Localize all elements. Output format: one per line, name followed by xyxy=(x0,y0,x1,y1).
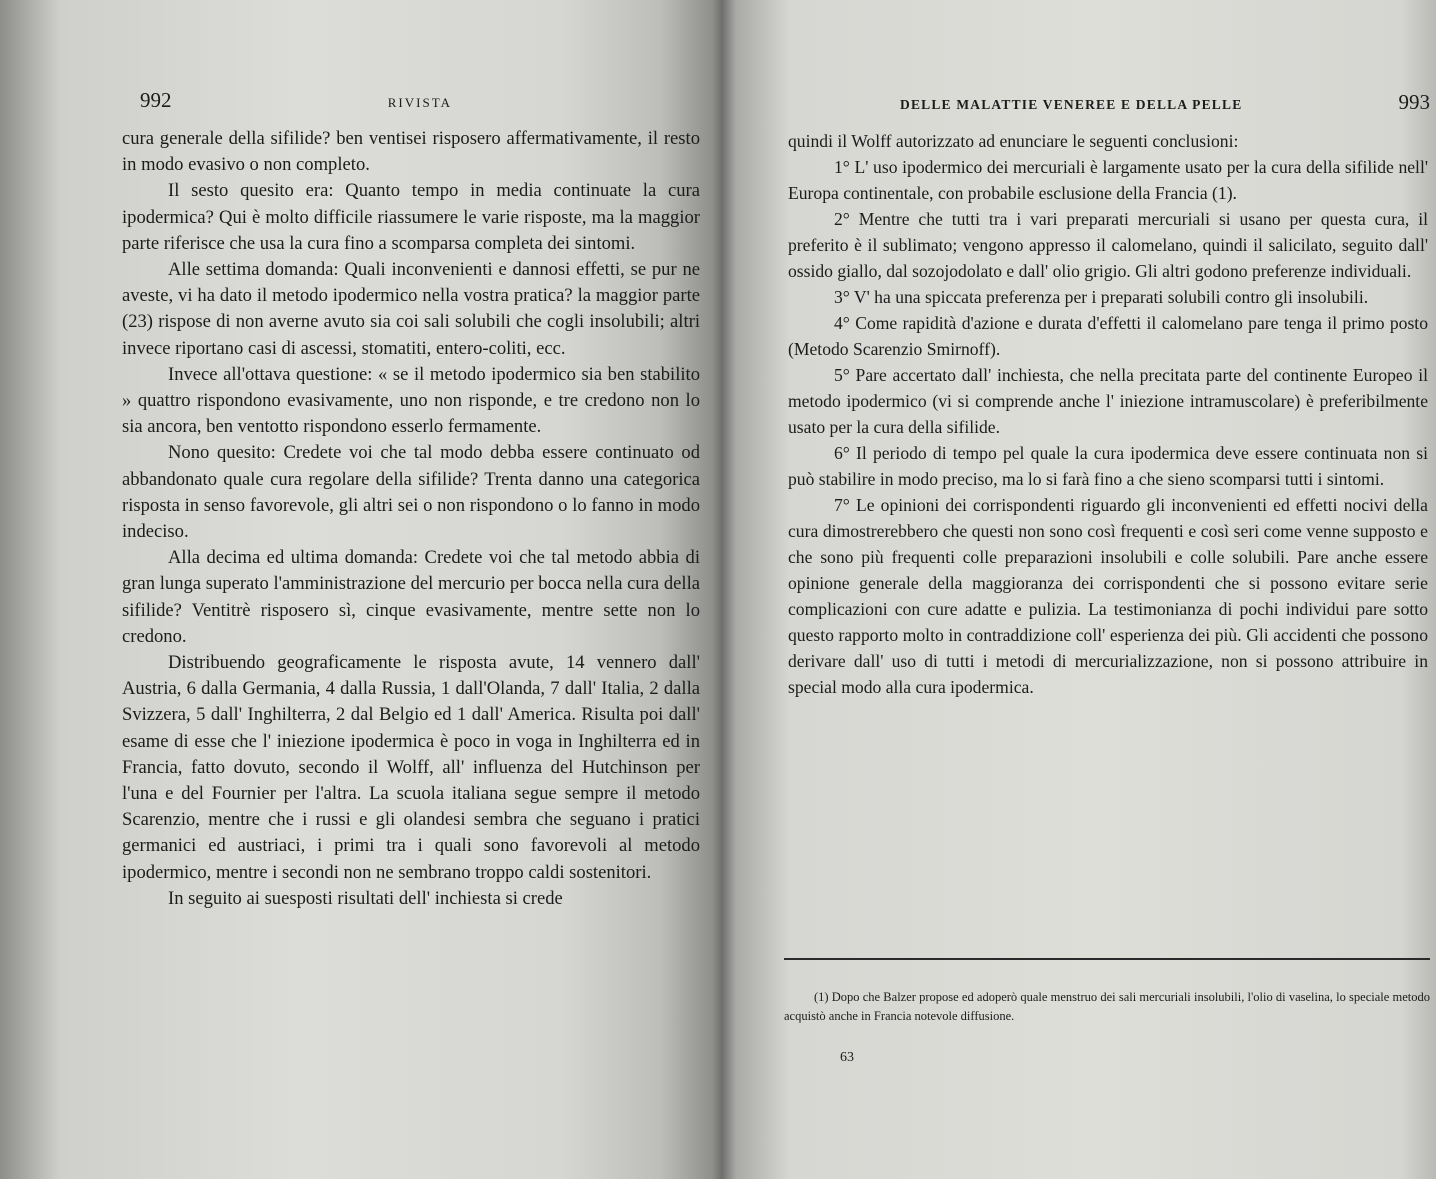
right-page xyxy=(722,0,1436,1179)
left-page-body xyxy=(122,126,700,912)
running-head-right: DELLE MALATTIE VENEREE E DELLA PELLE xyxy=(900,97,1243,112)
right-page-body xyxy=(788,128,1428,700)
paragraph: 6° Il periodo di tempo pel quale la cura ipodermica deve essere continuata non si può stabilire in modo preciso, ma lo si farà fino a che sieno scomparsi tutti i sintomi. xyxy=(788,443,1428,489)
right-page-header xyxy=(900,90,1430,115)
footnote: (1) Dopo che Balzer propose ed adoperò quale menstruo dei sali mercuriali insolubili, l'olio di vaselina, lo speciale metodo acquistò anche in Francia notevole diffusione. xyxy=(784,990,1430,1023)
paragraph: Il sesto quesito era: Quanto tempo in media continuate la cura ipodermica? Qui è molto difficile riassumere le varie risposte, ma la maggior parte riferisce che usa la cura fino a scomparsa completa dei sintomi. xyxy=(122,180,700,254)
signature-mark: 63 xyxy=(840,1050,854,1065)
footnote-rule xyxy=(784,958,1430,960)
paragraph: 1° L' uso ipodermico dei mercuriali è largamente usato per la cura della sifilide nell' Europa continentale, con probabile esclusione della Francia (1). xyxy=(788,157,1428,203)
running-head-left: RIVISTA xyxy=(387,95,452,110)
page-number-right: 993 xyxy=(1398,90,1430,114)
paragraph: 7° Le opinioni dei corrispondenti riguardo gli inconvenienti ed effetti nocivi della cura dimostrerebbero che questi non sono così frequenti e così seri come venne supposto e che sono più frequenti colle preparazioni insolubili e colle solubili. Pare anche essere opinione generale della maggioranza dei corrispondenti che si possono evitare serie complicazioni con cure adatte e pulizia. La testimonianza di pochi individui pare sotto questo rapporto molto in contraddizione coll' esperienza dei più. Gli accidenti che possono derivare dall' uso di tutti i metodi di mercurializzazione, non si possono attribuire in special modo alla cura ipodermica. xyxy=(788,495,1428,697)
left-page-header xyxy=(140,88,695,113)
paragraph: Nono quesito: Credete voi che tal modo debba essere continuato od abbandonato quale cura regolare della sifilide? Trenta danno una categorica risposta in senso favorevole, gli altri sei o non rispondono o lo fanno in modo indeciso. xyxy=(122,442,700,543)
paragraph: Distribuendo geograficamente le risposta avute, 14 vennero dall' Austria, 6 dalla Germania, 4 dalla Russia, 1 dall'Olanda, 7 dall' Italia, 2 dalla Svizzera, 5 dall' Inghilterra, 2 dal Belgio ed 1 dall' America. Risulta poi dall' esame di esse che l' iniezione ipodermica è poco in voga in Inghilterra ed in Francia, fatto dovuto, secondo il Wolff, all' influenza del Hutchinson per l'una e del Fournier per l'altra. La scuola italiana segue sempre il metodo Scarenzio, mentre che i russi e gli olandesi sembra che seguano i pratici germanici ed austriaci, i primi tra i quali sono favorevoli al metodo ipodermico, mentre i secondi non ne sembrano troppo caldi sostenitori. xyxy=(122,652,700,883)
paragraph: Alla decima ed ultima domanda: Credete voi che tal metodo abbia di gran lunga superato l'amministrazione del mercurio per bocca nella cura della sifilide? Ventitrè risposero sì, cinque evasivamente, mentre sette non lo credono. xyxy=(122,547,700,647)
paragraph: 2° Mentre che tutti tra i vari preparati mercuriali si usano per questa cura, il preferito è il sublimato; vengono appresso il calomelano, quindi il salicilato, seguito dall' ossido giallo, dal sozojodolato e dall' olio grigio. Gli altri godono preferenze individuali. xyxy=(788,209,1428,281)
paragraph: In seguito ai suesposti risultati dell' inchiesta si crede xyxy=(168,887,563,909)
page-number-left: 992 xyxy=(140,88,172,112)
paragraph: Invece all'ottava questione: « se il metodo ipodermico sia ben stabilito » quattro rispondono evasivamente, uno non risponde, e tre credono non lo sia ancora, ben ventotto rispondono esserlo fermamente. xyxy=(122,363,700,438)
paragraph: quindi il Wolff autorizzato ad enunciare le seguenti conclusioni: xyxy=(788,131,1239,151)
paragraph: cura generale della sifilide? ben ventisei risposero affermativamente, il resto in modo evasivo o non completo. xyxy=(122,128,700,176)
paragraph: 3° V' ha una spiccata preferenza per i preparati solubili contro gli insolubili. xyxy=(834,287,1369,307)
paragraph: 4° Come rapidità d'azione e durata d'effetti il calomelano pare tenga il primo posto (Metodo Scarenzio Smirnoff). xyxy=(788,313,1428,359)
paragraph: 5° Pare accertato dall' inchiesta, che nella precitata parte del continente Europeo il metodo ipodermico (vi si comprende anche l' iniezione intramuscolare) è preferibilmente usato per la cura della sifilide. xyxy=(788,365,1428,437)
paragraph: Alle settima domanda: Quali inconvenienti e dannosi effetti, se pur ne aveste, vi ha dato il metodo ipodermico nella vostra pratica? la maggior parte (23) rispose di non averne avuto sia coi sali solubili che cogli insolubili; altri invece riportano casi di ascessi, stomatiti, entero-coliti, ecc. xyxy=(122,259,700,359)
